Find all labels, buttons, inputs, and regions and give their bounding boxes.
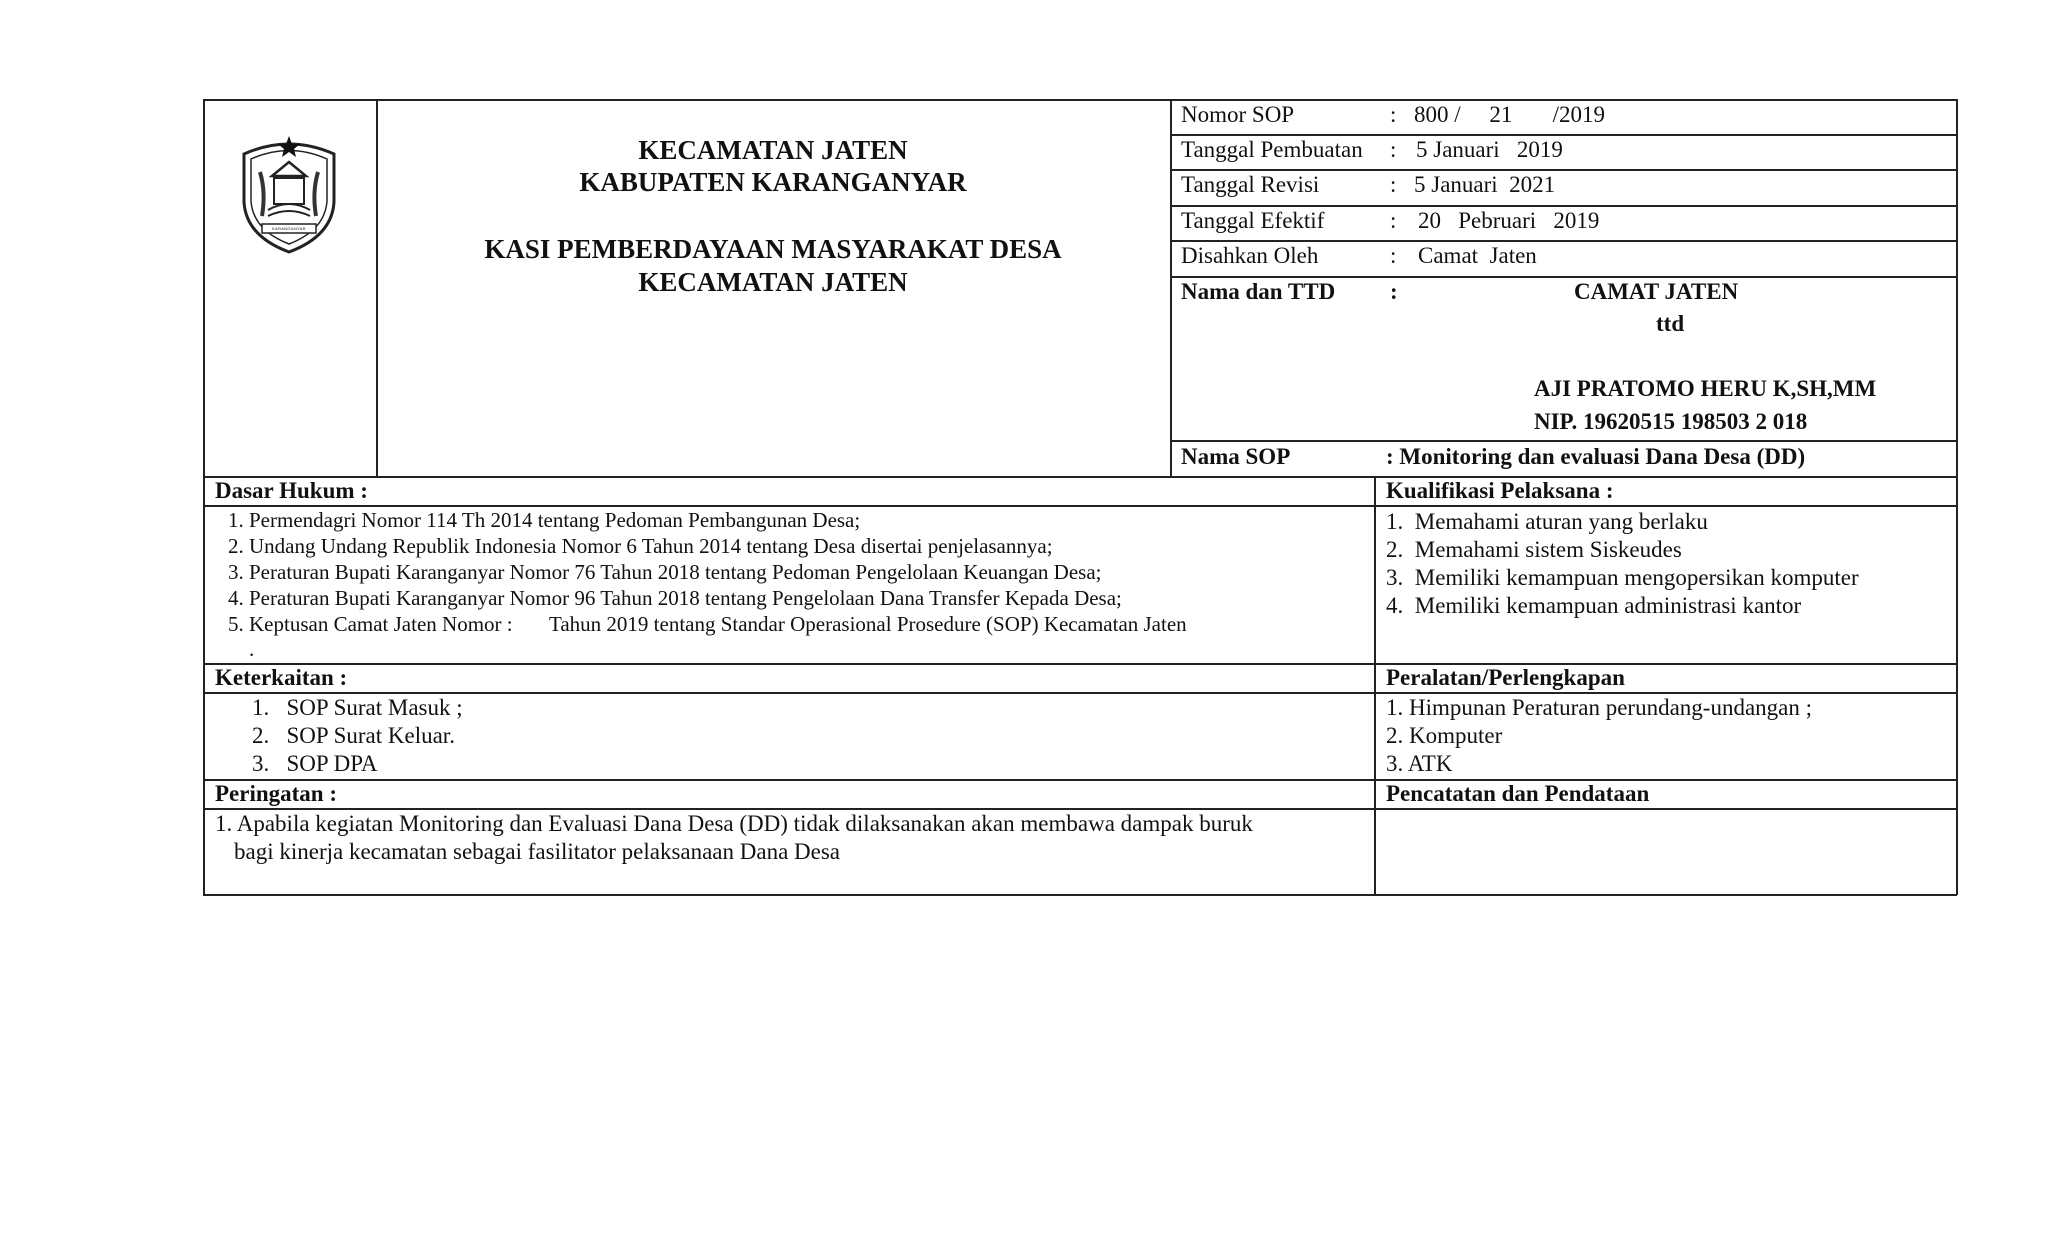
kualifikasi-item: 1. Memahami aturan yang berlaku	[1386, 509, 1708, 534]
tanggal-pembuatan-separator: :	[1390, 137, 1397, 162]
keterkaitan-item: 1. SOP Surat Masuk ;	[252, 695, 463, 720]
kualifikasi-title: Kualifikasi Pelaksana :	[1386, 478, 1614, 503]
keterkaitan-item: 2. SOP Surat Keluar.	[252, 723, 455, 748]
signatory-nip: NIP. 19620515 198503 2 018	[1534, 409, 1808, 434]
dasar-hukum-item: 1. Permendagri Nomor 114 Th 2014 tentang Pedoman Pembangunan Desa;	[228, 508, 861, 532]
signatory-title: CAMAT JATEN	[1574, 279, 1739, 304]
tanggal-revisi-label: Tanggal Revisi	[1181, 172, 1320, 197]
peralatan-item: 2. Komputer	[1386, 723, 1503, 748]
tanggal-efektif-label: Tanggal Efektif	[1181, 208, 1325, 233]
dasar-hukum-item: 5. Keptusan Camat Jaten Nomor : Tahun 2019 tentang Standar Operasional Prosedure (SOP) Kecamatan Jaten	[228, 612, 1187, 636]
dasar-hukum-item: 3. Peraturan Bupati Karanganyar Nomor 76 Tahun 2018 tentang Pedoman Pengelolaan Keuangan Desa;	[228, 560, 1102, 584]
keterkaitan-item: 3. SOP DPA	[252, 751, 378, 776]
nomor-sop-label: Nomor SOP	[1181, 102, 1295, 127]
peralatan-item: 3. ATK	[1386, 751, 1453, 776]
kualifikasi-item: 2. Memahami sistem Siskeudes	[1386, 537, 1682, 562]
org-regency: KABUPATEN KARANGANYAR	[579, 167, 967, 197]
tanggal-efektif-separator: :	[1390, 208, 1397, 233]
peralatan-title: Peralatan/Perlengkapan	[1386, 665, 1625, 690]
tanggal-efektif-value: 20 Pebruari 2019	[1418, 208, 1600, 233]
peringatan-text-line1: 1. Apabila kegiatan Monitoring dan Evaluasi Dana Desa (DD) tidak dilaksanakan akan membawa dampak buruk	[215, 811, 1253, 836]
disahkan-oleh-separator: :	[1390, 243, 1397, 268]
pencatatan-title: Pencatatan dan Pendataan	[1386, 781, 1650, 806]
nomor-sop-value: 800 / 21 /2019	[1414, 102, 1606, 127]
kualifikasi-item: 3. Memiliki kemampuan mengopersikan komputer	[1386, 565, 1859, 590]
peralatan-item: 1. Himpunan Peraturan perundang-undangan ;	[1386, 695, 1813, 720]
nama-ttd-label: Nama dan TTD	[1181, 279, 1336, 304]
dasar-hukum-item: 4. Peraturan Bupati Karanganyar Nomor 96 Tahun 2018 tentang Pengelolaan Dana Transfer Kepada Desa;	[228, 586, 1122, 610]
unit-district: KECAMATAN JATEN	[638, 267, 908, 297]
tanggal-revisi-separator: :	[1390, 172, 1397, 197]
unit-name: KASI PEMBERDAYAAN MASYARAKAT DESA	[484, 234, 1062, 264]
signature-mark: ttd	[1656, 311, 1685, 336]
peringatan-text-line2: bagi kinerja kecamatan sebagai fasilitator pelaksanaan Dana Desa	[234, 839, 841, 864]
signatory-name: AJI PRATOMO HERU K,SH,MM	[1534, 376, 1877, 401]
tanggal-revisi-value: 5 Januari 2021	[1414, 172, 1556, 197]
dasar-hukum-title: Dasar Hukum :	[215, 478, 368, 503]
nomor-sop-separator: :	[1390, 102, 1397, 127]
kualifikasi-item: 4. Memiliki kemampuan administrasi kantor	[1386, 593, 1802, 618]
nama-sop-label: Nama SOP	[1181, 444, 1291, 469]
regency-logo	[236, 132, 342, 256]
nama-sop-value: : Monitoring dan evaluasi Dana Desa (DD)	[1386, 444, 1806, 469]
tanggal-pembuatan-value: 5 Januari 2019	[1416, 137, 1563, 162]
dasar-hukum-trailing: .	[249, 637, 255, 661]
logo-inscription: KARANGANYAR	[272, 226, 306, 231]
shield-emblem-icon	[236, 132, 342, 256]
keterkaitan-title: Keterkaitan :	[215, 665, 348, 690]
nama-ttd-separator: :	[1390, 279, 1398, 304]
disahkan-oleh-label: Disahkan Oleh	[1181, 243, 1319, 268]
dasar-hukum-item: 2. Undang Undang Republik Indonesia Nomor 6 Tahun 2014 tentang Desa disertai penjelasannya;	[228, 534, 1053, 558]
tanggal-pembuatan-label: Tanggal Pembuatan	[1181, 137, 1363, 162]
org-name: KECAMATAN JATEN	[638, 135, 908, 165]
disahkan-oleh-value: Camat Jaten	[1418, 243, 1537, 268]
peringatan-title: Peringatan :	[215, 781, 338, 806]
